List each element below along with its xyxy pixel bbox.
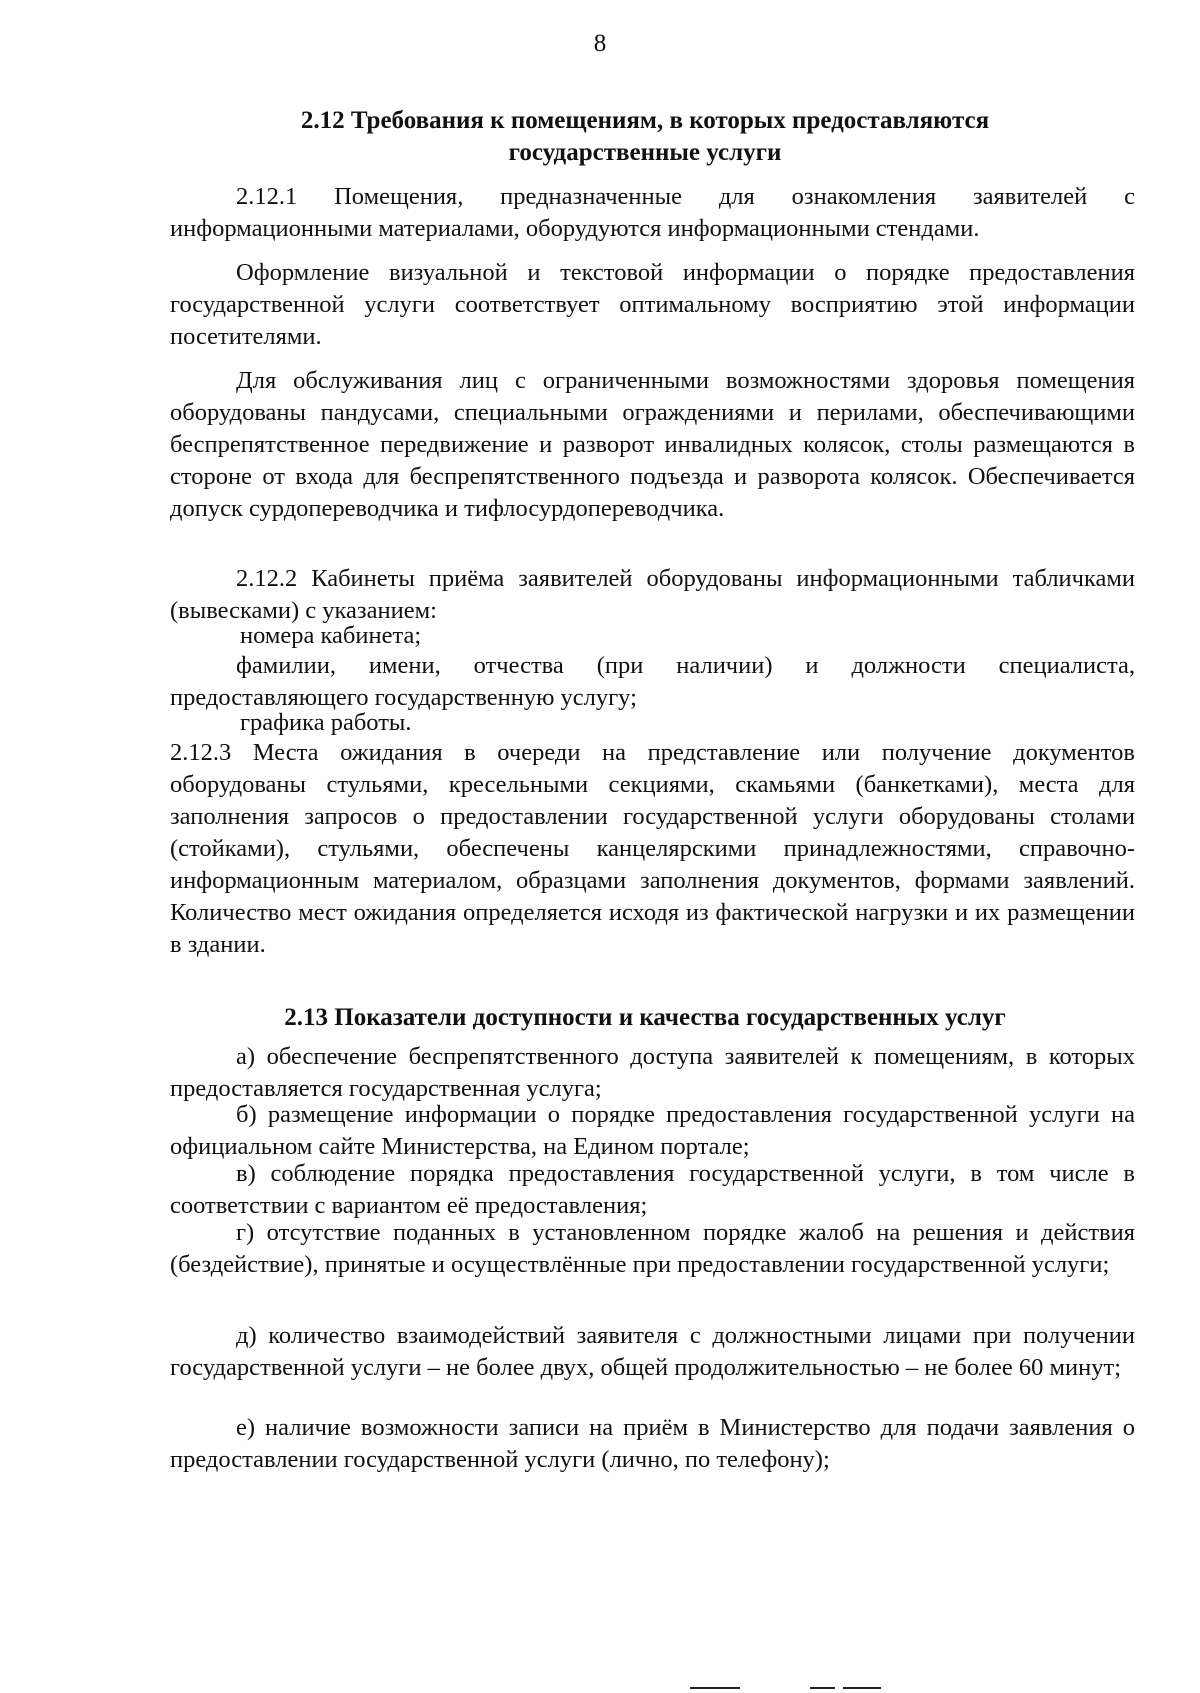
indicator-v: в) соблюдение порядка предоставления государственной услуги, в том числе в соответствии с вариантом её предоставления; — [170, 1160, 1135, 1219]
paragraph-2-12-1: 2.12.1 Помещения, предназначенные для ознакомления заявителей с информационными материалами, оборудуются информационными стендами. — [170, 183, 1135, 242]
section-2-12-heading-line2: государственные услуги — [508, 139, 782, 166]
paragraph-2-12-2: 2.12.2 Кабинеты приёма заявителей оборудованы информационными табличками (вывесками) с указанием: — [170, 565, 1135, 624]
scan-mark — [843, 1687, 881, 1689]
scan-mark — [810, 1687, 835, 1689]
paragraph-accessibility: Для обслуживания лиц с ограниченными возможностями здоровья помещения оборудованы пандусами, специальными ограждениями и перилами, обеспечивающими беспрепятственное передвижение и разворот инвалидных колясок, столы размещаются в стороне от входа для беспрепятственного подъезда и разворота колясок. Обеспечивается допуск сурдопереводчика и тифлосурдопереводчика. — [170, 367, 1135, 522]
scan-mark — [690, 1687, 740, 1689]
indicator-d: д) количество взаимодействий заявителя с должностными лицами при получении государственной услуги – не более двух, общей продолжительностью – не более 60 минут; — [170, 1322, 1135, 1381]
indicator-b: б) размещение информации о порядке предоставления государственной услуги на официальном сайте Министерства, на Едином портале; — [170, 1101, 1135, 1160]
list-item-room-number: номера кабинета; — [240, 622, 422, 649]
indicator-g: г) отсутствие поданных в установленном порядке жалоб на решения и действия (бездействие), принятые и осуществлённые при предоставлении государственной услуги; — [170, 1219, 1135, 1278]
indicator-e: е) наличие возможности записи на приём в Министерство для подачи заявления о предоставлении государственной услуги (лично, по телефону); — [170, 1414, 1135, 1473]
list-item-specialist: фамилии, имени, отчества (при наличии) и должности специалиста, предоставляющего государственную услугу; — [170, 652, 1135, 711]
section-2-13-heading: 2.13 Показатели доступности и качества государственных услуг — [284, 1004, 1006, 1031]
paragraph-2-12-3: 2.12.3 Места ожидания в очереди на представление или получение документов оборудованы стульями, кресельными секциями, скамьями (банкетками), места для заполнения запросов о предоставлении государственной услуги оборудованы столами (стойками), стульями, обеспечены канцелярскими принадлежностями, справочно-информационным материалом, образцами заполнения документов, формами заявлений. Количество мест ожидания определяется исходя из фактической нагрузки и их размещении в здании. — [170, 739, 1135, 958]
indicator-a: а) обеспечение беспрепятственного доступа заявителей к помещениям, в которых предоставляется государственная услуга; — [170, 1043, 1135, 1102]
page-number: 8 — [593, 30, 607, 57]
list-item-schedule: графика работы. — [240, 709, 412, 736]
section-2-12-heading-line1: 2.12 Требования к помещениям, в которых предоставляются — [300, 107, 990, 134]
paragraph-visual-info: Оформление визуальной и текстовой информации о порядке предоставления государственной услуги соответствует оптимальному восприятию этой информации посетителями. — [170, 259, 1135, 350]
